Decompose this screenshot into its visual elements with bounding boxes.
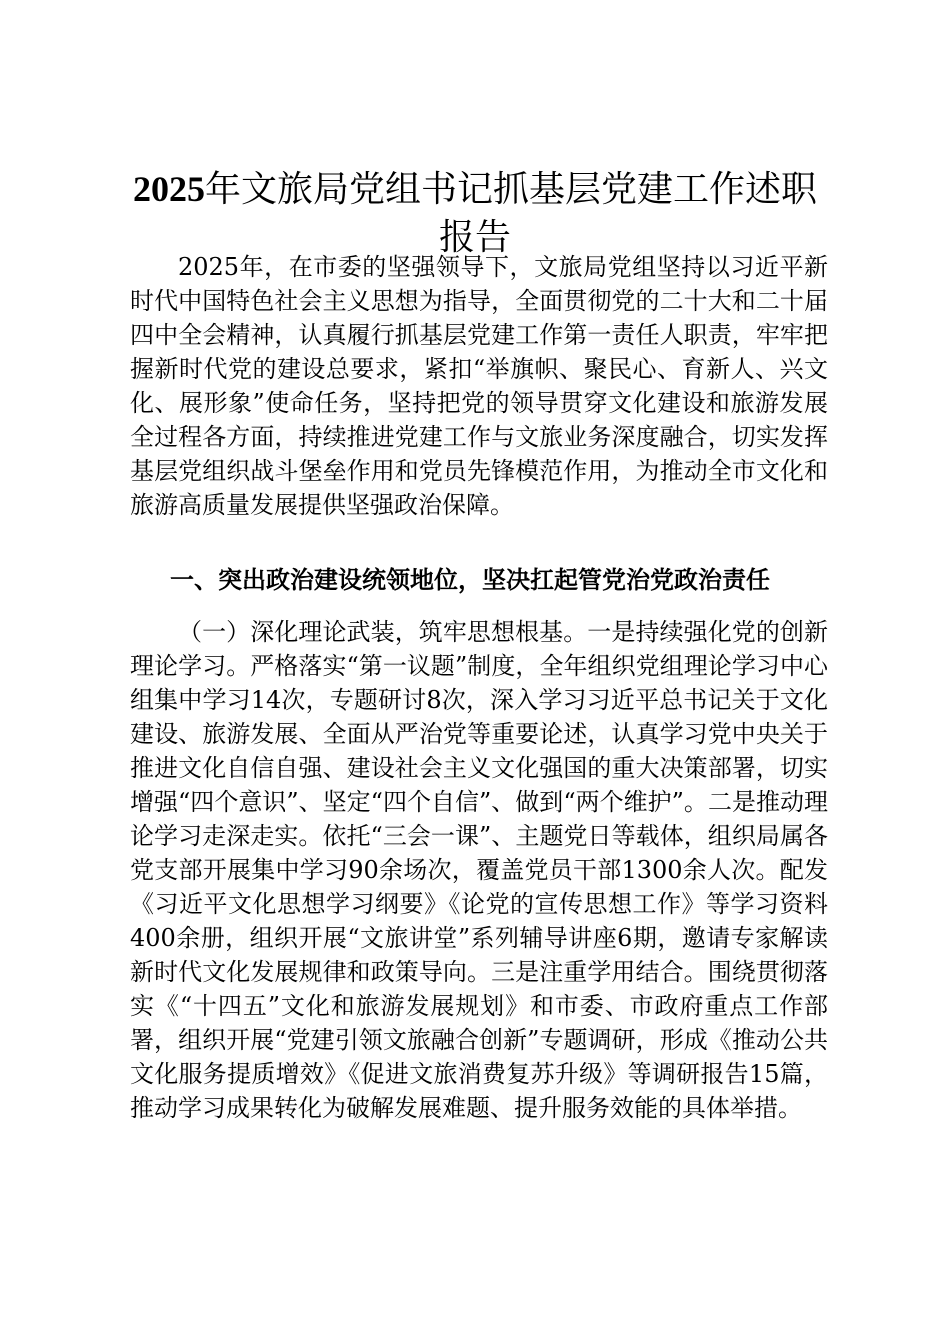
section-heading-one: 一、突出政治建设统领地位，坚决扛起管党治党政治责任 xyxy=(170,566,770,594)
intro-paragraph: 2025年，在市委的坚强领导下，文旅局党组坚持以习近平新时代中国特色社会主义思想为指导，全面贯彻党的二十大和二十届四中全会精神，认真履行抓基层党建工作第一责任人职责，牢牢把握新时代党的建设总要求，紧扣“举旗帜、聚民心、育新人、兴文化、展形象”使命任务，坚持把党的领导贯穿文化建设和旅游发展全过程各方面，持续推进党建工作与文旅业务深度融合，切实发挥基层党组织战斗堡垒作用和党员先锋模范作用，为推动全市文化和旅游高质量发展提供坚强政治保障。 xyxy=(130,253,828,519)
title-text: 年文旅局党组书记抓基层党建工作述职报告 xyxy=(204,169,817,258)
document-title xyxy=(120,165,830,262)
section-one-paragraph: （一）深化理论武装，筑牢思想根基。一是持续强化党的创新理论学习。严格落实“第一议题”制度，全年组织党组理论学习中心组集中学习14次，专题研讨8次，深入学习习近平总书记关于文化建设、旅游发展、全面从严治党等重要论述，认真学习党中央关于推进文化自信自强、建设社会主义文化强国的重大决策部署，切实增强“四个意识”、坚定“四个自信”、做到“两个维护”。二是推动理论学习走深走实。依托“三会一课”、主题党日等载体，组织局属各党支部开展集中学习90余场次，覆盖党员干部1300余人次。配发《习近平文化思想学习纲要》《论党的宣传思想工作》等学习资料400余册，组织开展“文旅讲堂”系列辅导讲座6期，邀请专家解读新时代文化发展规律和政策导向。三是注重学用结合。围绕贯彻落实《“十四五”文化和旅游发展规划》和市委、市政府重点工作部署，组织开展“党建引领文旅融合创新”专题调研，形成《推动公共文化服务提质增效》《促进文旅消费复苏升级》等调研报告15篇，推动学习成果转化为破解发展难题、提升服务效能的具体举措。 xyxy=(130,618,828,1122)
title-year: 2025 xyxy=(132,169,205,209)
